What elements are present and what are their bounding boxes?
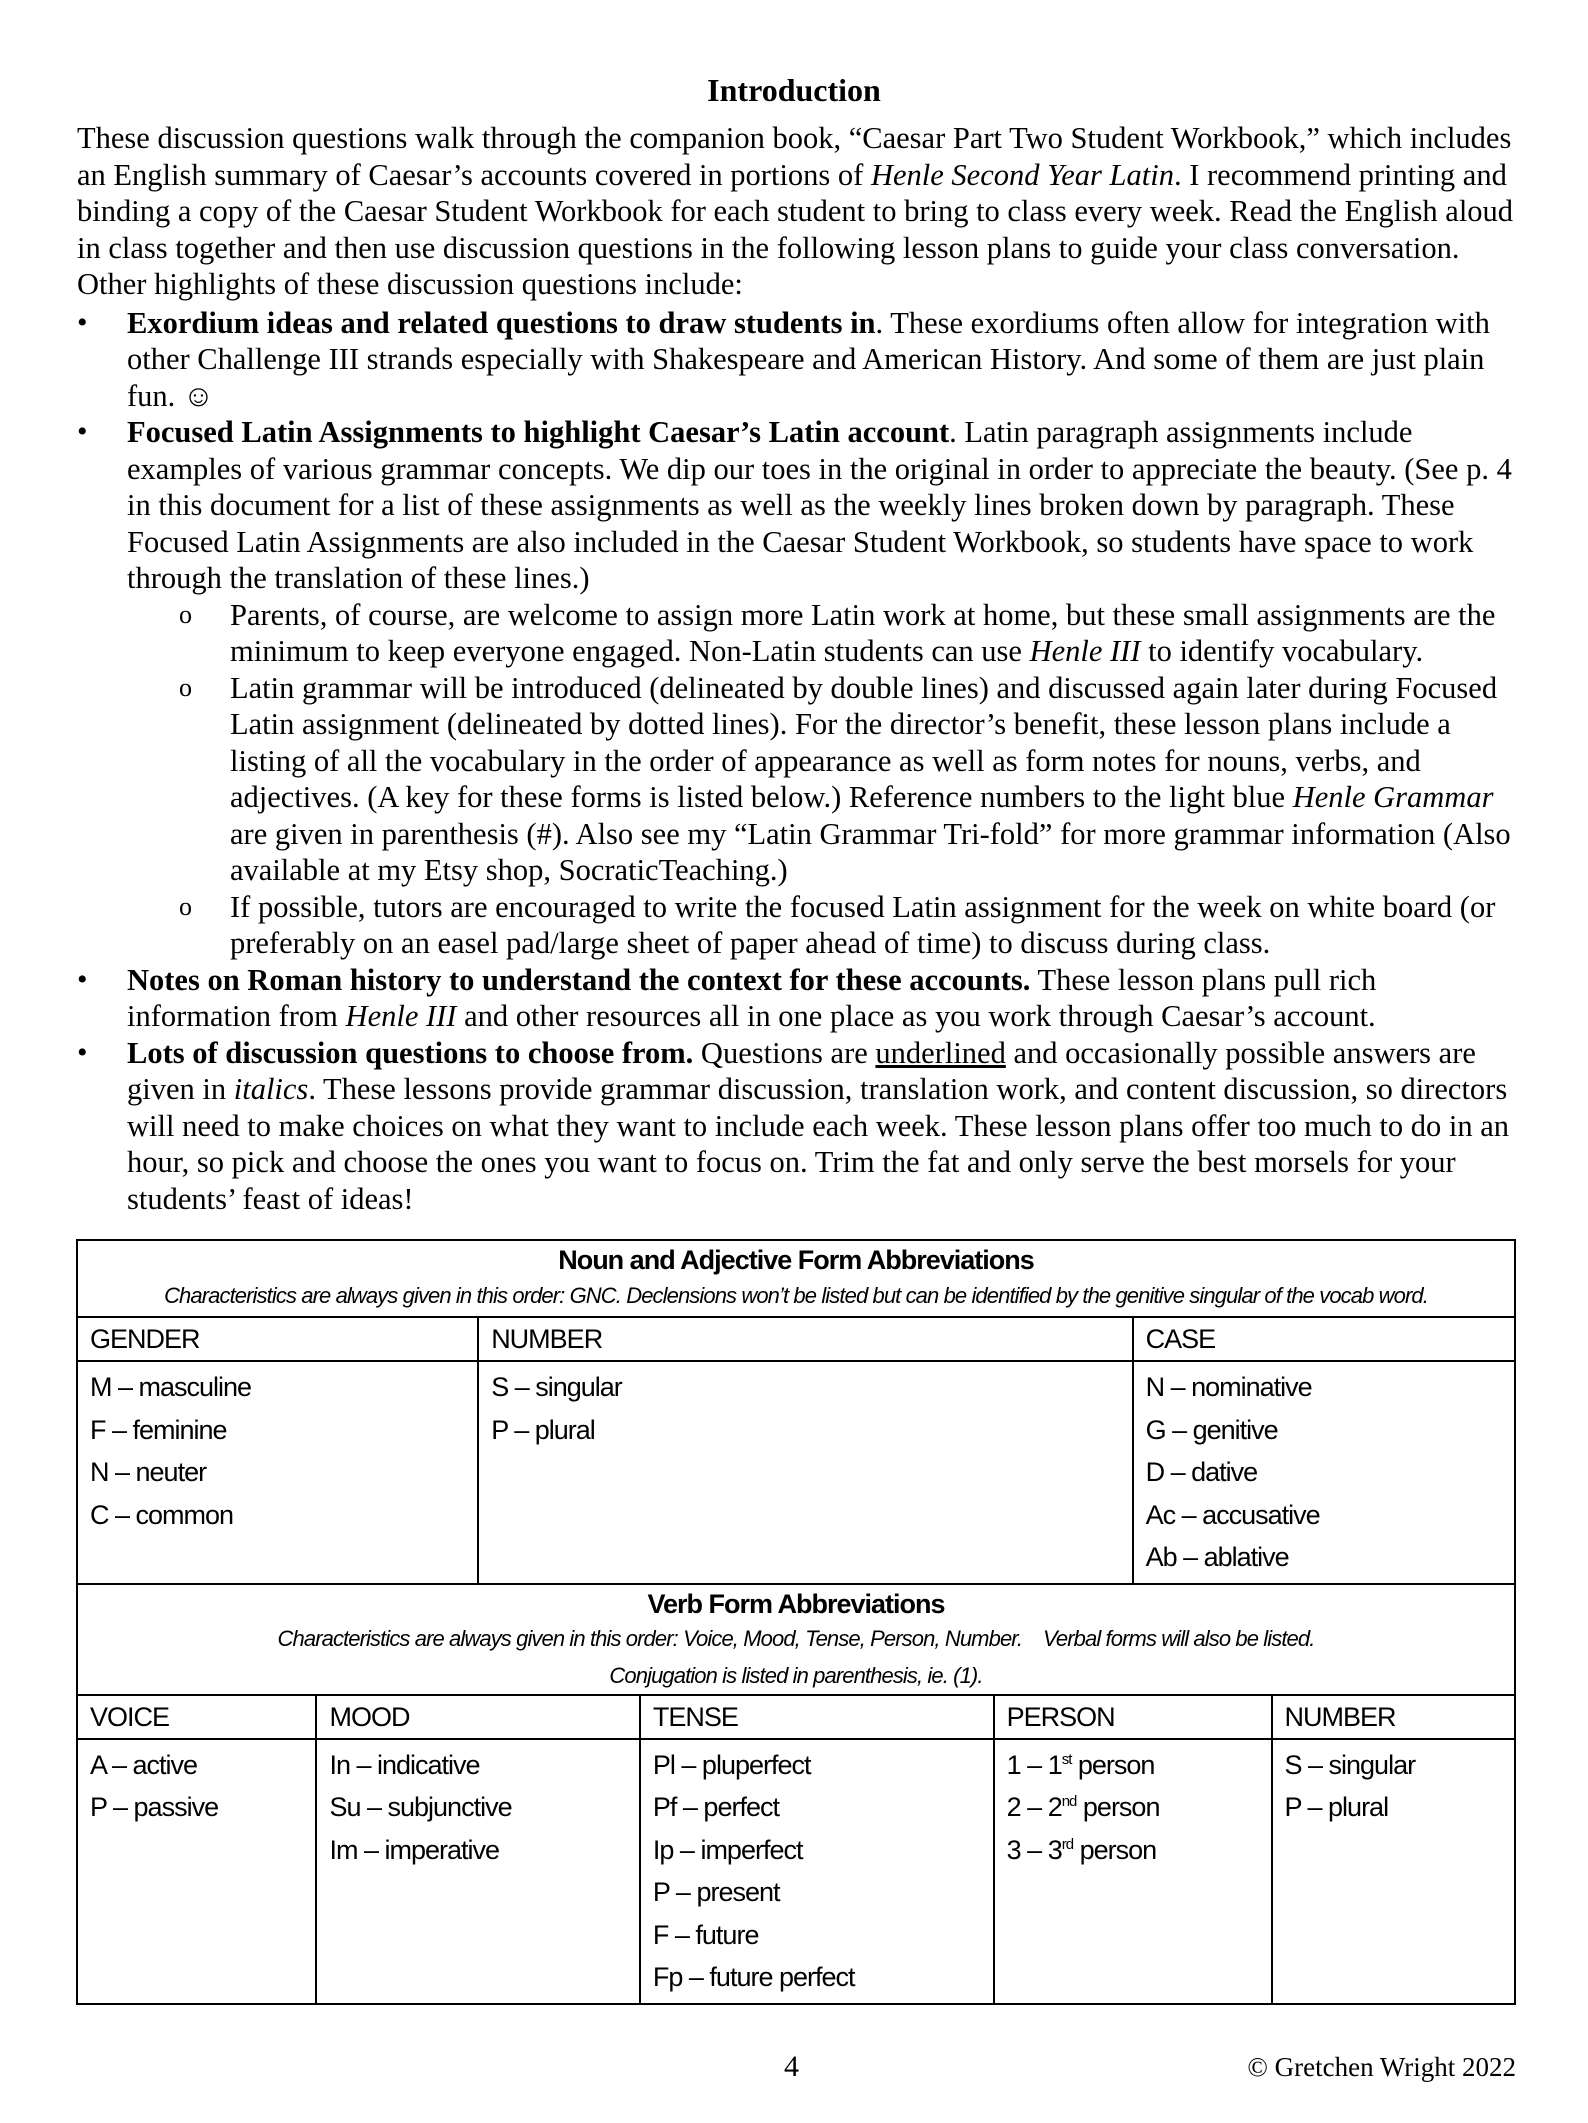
bullet-item — [77, 962, 1522, 1035]
column-items — [478, 1361, 1132, 1584]
italic-text: Henle III — [345, 999, 457, 1033]
bold-lead-text: Exordium ideas and related questions to draw students in — [127, 305, 876, 340]
abbreviation-post: person — [1073, 1834, 1157, 1865]
abbreviation-item: G – genitive — [1145, 1414, 1278, 1445]
text-run: These discussion questions walk through the companion book, “Caesar Part Two Student Workbook,” which includes an English summary of Caesar’s accounts covered in portions of — [77, 121, 1512, 192]
abbreviation-post: person — [1071, 1749, 1155, 1780]
bold-lead-text: Lots of discussion questions to choose from. — [127, 1035, 694, 1070]
text-run: and occasionally possible answers are given in — [127, 1035, 1476, 1106]
bold-lead-text: Focused Latin Assignments to highlight Caesar’s Latin account — [127, 415, 950, 449]
abbreviation-item: C – common — [90, 1499, 234, 1530]
text-run: . I recommend printing and binding a copy of the Caesar Student Workbook for each student to bring to class every week. Read the English aloud in class together and then use discussion questions in the following lesson plans to guide your class conversation. Other highlights of these discussion questions include: — [77, 157, 1514, 301]
intro-paragraph — [77, 120, 1522, 303]
text-run: . Latin paragraph assignments include examples of various grammar concepts. We dip our toes in the original in order to appreciate the beauty. (See p. 4 in this document for a list of these assignments as well as the weekly lines broken down by paragraph. These Focused Latin Assignments are also included in the Caesar Student Workbook, so students have space to work through the translation of these lines.) — [127, 415, 1512, 595]
column-items — [994, 1739, 1272, 2004]
abbreviation-pre: 1 – 1 — [1006, 1749, 1062, 1780]
italic-text: Henle Grammar — [1292, 780, 1494, 814]
bullet-item — [77, 414, 1522, 962]
abbreviation-item: F – feminine — [90, 1414, 227, 1445]
underlined-text: underlined — [875, 1035, 1006, 1070]
abbreviation-item: Ip – imperfect — [652, 1834, 803, 1865]
noun-table-title: Noun and Adjective Form Abbreviations — [558, 1245, 1034, 1275]
sub-bullet-item — [127, 889, 1522, 962]
abbreviation-item: D – dative — [1145, 1457, 1258, 1487]
introduction-body — [77, 120, 1522, 1217]
column-header-mood: MOOD — [316, 1695, 639, 1739]
abbreviation-item: Ac – accusative — [1145, 1499, 1320, 1530]
text-run: Parents, of course, are welcome to assign more Latin work at home, but these small assignments are the minimum to keep everyone engaged. Non-Latin students can use — [230, 597, 1496, 668]
abbreviation-sup: rd — [1061, 1835, 1074, 1853]
page-title: Introduction — [707, 72, 881, 108]
sub-bullet-item — [127, 597, 1522, 670]
noun-table-section — [77, 1240, 1515, 1317]
abbreviation-post: person — [1076, 1792, 1160, 1822]
text-run: and other resources all in one place as you work through Caesar’s account. — [456, 999, 1376, 1033]
abbreviation-item: Pl – pluperfect — [652, 1749, 811, 1780]
column-header-voice: VOICE — [77, 1695, 316, 1739]
italic-text: Henle III — [1029, 634, 1141, 668]
abbreviation-item: N – nominative — [1145, 1372, 1312, 1402]
column-header-number: NUMBER — [478, 1317, 1132, 1361]
text-run: . These exordiums often allow for integration with other Challenge III strands especially with Shakespeare and American History. And some of them are just plain fun. ☺ — [127, 305, 1490, 413]
abbreviation-item: P – present — [652, 1877, 780, 1907]
column-items — [316, 1739, 639, 2004]
bold-lead-text: Notes on Roman history to understand the context for these accounts. — [127, 962, 1031, 997]
abbreviation-pre: 3 – 3 — [1006, 1834, 1062, 1865]
column-items — [640, 1739, 994, 2004]
text-run: to identify vocabulary. — [1140, 634, 1424, 668]
column-header-tense: TENSE — [640, 1695, 994, 1739]
text-run: These lesson plans pull rich information from — [127, 962, 1377, 1033]
abbreviation-item: Su – subjunctive — [329, 1792, 512, 1822]
column-header-gender: GENDER — [77, 1317, 478, 1361]
verb-table-section — [77, 1584, 1515, 1695]
page-number: 4 — [784, 2050, 799, 2083]
abbreviation-item: A – active — [90, 1749, 198, 1780]
sub-bullet-item — [127, 670, 1522, 889]
abbreviation-item: N – neuter — [90, 1457, 207, 1487]
text-run: If possible, tutors are encouraged to write the focused Latin assignment for the week on white board (or preferably on an easel pad/large sheet of paper ahead of time) to discuss during class. — [230, 889, 1496, 960]
highlights-list — [77, 305, 1522, 1218]
abbreviation-item — [1007, 1829, 1259, 1872]
italic-text: italics — [233, 1072, 309, 1106]
text-run: Latin grammar will be introduced (delineated by double lines) and discussed again later during Focused Latin assignment (delineated by dotted lines). For the director’s benefit, these lesson plans include a listing of all the vocabulary in the order of appearance as well as form notes for nouns, verbs, and adjectives. (A key for these forms is listed below.) Reference numbers to the light blue — [230, 670, 1498, 814]
abbreviation-item: Pf – perfect — [652, 1792, 779, 1822]
abbreviation-sup: st — [1061, 1750, 1072, 1768]
abbreviation-sup: nd — [1061, 1793, 1077, 1810]
copyright: © Gretchen Wright 2022 — [1247, 2052, 1516, 2082]
abbreviation-item: M – masculine — [90, 1372, 252, 1402]
abbreviation-item: In – indicative — [329, 1749, 480, 1780]
italic-text: Henle Second Year Latin — [870, 157, 1174, 192]
column-items — [1133, 1361, 1515, 1584]
abbreviation-item — [1007, 1744, 1259, 1787]
noun-table-note: Characteristics are always given in this order: GNC. Declensions won’t be listed but can be identified by the genitive singular of the vocab word. — [164, 1283, 1428, 1308]
abbreviation-item — [1007, 1786, 1259, 1829]
abbreviation-item: Fp – future perfect — [652, 1962, 855, 1992]
sub-list — [127, 597, 1522, 962]
abbreviation-item: S – singular — [1284, 1749, 1416, 1780]
verb-table-note-conjugation: Conjugation is listed in parenthesis, ie. (1). — [609, 1662, 983, 1688]
column-items — [77, 1739, 316, 2004]
verb-table-note: Characteristics are always given in this order: Voice, Mood, Tense, Person, Number. Verbal forms will also be listed. — [277, 1625, 1315, 1651]
abbreviations-table — [76, 1239, 1516, 2005]
abbreviation-item: P – plural — [1284, 1792, 1389, 1822]
column-header-person: PERSON — [994, 1695, 1272, 1739]
text-run: are given in parenthesis (#). Also see my “Latin Grammar Tri-fold” for more grammar information (Also available at my Etsy shop, SocraticTeaching.) — [230, 816, 1511, 887]
text-run: . These lessons provide grammar discussion, translation work, and content discussion, so directors will need to make choices on what they want to include each week. These lesson plans offer too much to do in an hour, so pick and choose the ones you want to focus on. Trim the fat and only serve the best morsels for your students’ feast of ideas! — [127, 1072, 1510, 1216]
abbreviation-pre: 2 – 2 — [1006, 1792, 1062, 1822]
column-header-number: NUMBER — [1272, 1695, 1516, 1739]
column-items — [77, 1361, 478, 1584]
abbreviation-item: P – passive — [90, 1792, 219, 1822]
bullet-item — [77, 305, 1522, 415]
column-items — [1272, 1739, 1516, 2004]
column-header-case: CASE — [1133, 1317, 1515, 1361]
abbreviation-item: F – future — [652, 1919, 759, 1950]
bullet-item — [77, 1035, 1522, 1218]
verb-table-title: Verb Form Abbreviations — [647, 1588, 945, 1619]
abbreviation-item: Ab – ablative — [1145, 1542, 1289, 1572]
abbreviation-item: Im – imperative — [329, 1834, 500, 1865]
abbreviation-item: P – plural — [491, 1414, 595, 1445]
abbreviation-item: S – singular — [491, 1372, 622, 1402]
text-run: Questions are — [693, 1035, 876, 1070]
